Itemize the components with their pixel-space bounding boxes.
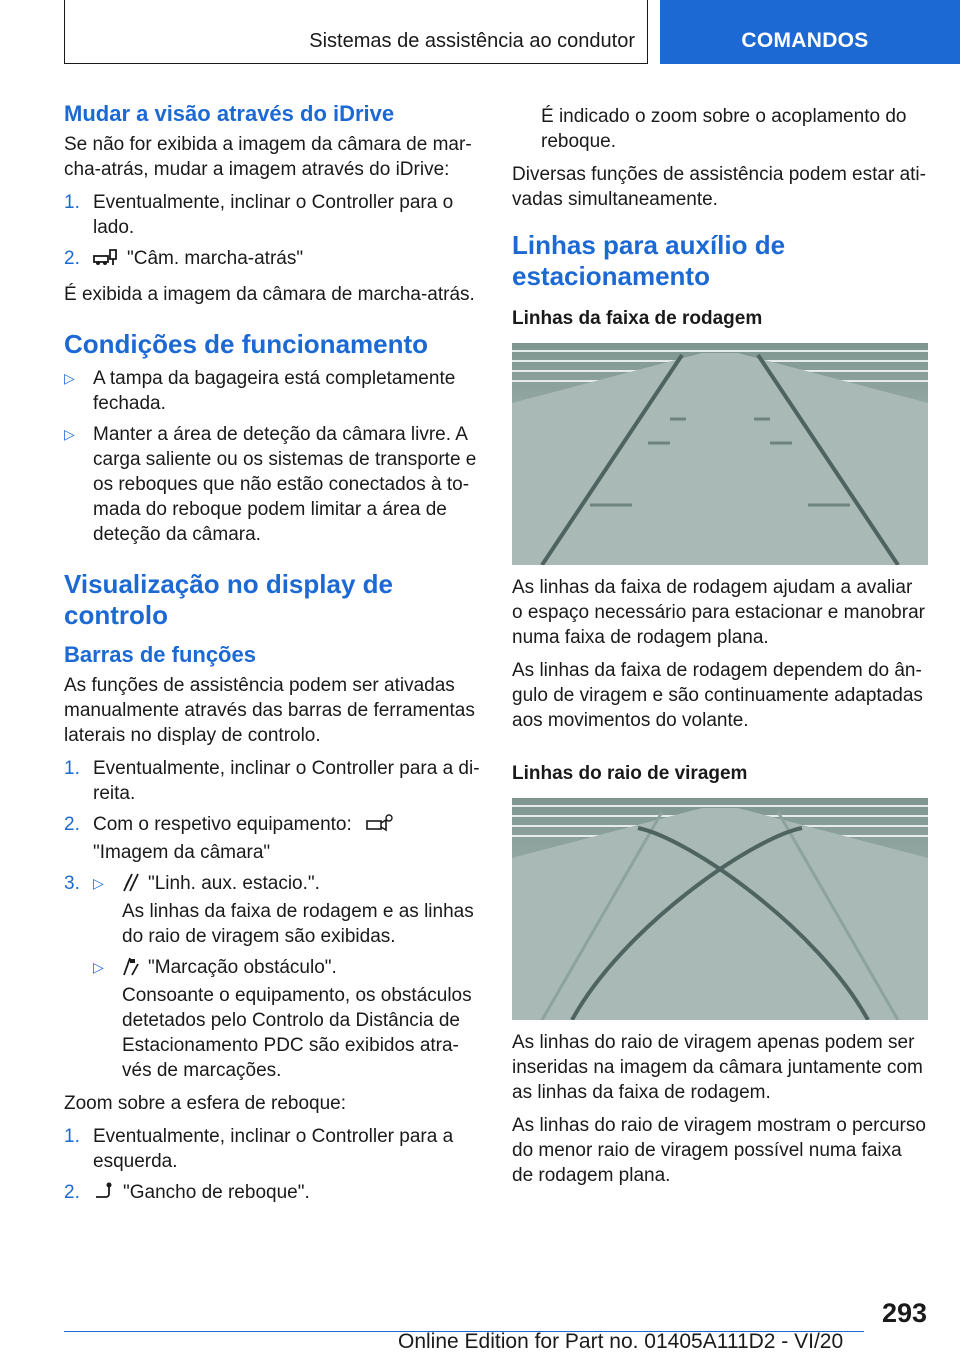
right-column [512, 104, 928, 1196]
section-title: Sistemas de assistência ao condutor [309, 30, 635, 52]
list-item [64, 422, 480, 547]
rear-camera-icon [93, 247, 119, 274]
paragraph: As linhas do raio de viragem mostram o percurso do menor raio de viragem possível numa faixa de rodagem plana. [512, 1115, 926, 1186]
numbered-list [64, 190, 480, 274]
list-item [64, 1124, 480, 1174]
bullet-triangle-icon: ▷ [93, 875, 104, 891]
chapter-tab[interactable] [660, 0, 960, 64]
heading-mudar-visao: Mudar a visão através do iDrive [64, 101, 395, 126]
step-text: "Linh. aux. estacio.". [148, 873, 320, 894]
camera-settings-icon [365, 813, 395, 840]
tow-hitch-icon [93, 1181, 115, 1208]
heading-linhas-faixa: Linhas da faixa de rodagem [512, 308, 763, 329]
list-item [64, 366, 480, 416]
paragraph: Se não for exibida a imagem da câmara de mar-cha-atrás, mudar a imagem através do iDrive: [64, 134, 472, 180]
header-frame [64, 0, 648, 64]
turning-radius-figure [512, 798, 928, 1020]
list-item [64, 756, 480, 806]
paragraph: As linhas da faixa de rodagem dependem do ân-gulo de viragem e são continuamente adaptadas aos movimentos do volante. [512, 660, 923, 731]
paragraph: Zoom sobre a esfera de reboque: [64, 1093, 347, 1114]
bullet-text: Manter a área de deteção da câmara livre. A carga saliente ou os sistemas de transporte e os reboques que não estão conectados à to-mada do reboque podem limitar a área de deteção da câmara. [93, 424, 477, 545]
step-text: "Câm. marcha-atrás" [127, 248, 304, 269]
footer-edition: Online Edition for Part no. 01405A111D2 - VI/20 [398, 1330, 844, 1353]
parking-lines-icon [122, 872, 140, 899]
sub-step-text: "Marcação obstáculo". [148, 957, 337, 978]
lane-lines-figure [512, 343, 928, 565]
bullet-triangle-icon: ▷ [64, 426, 75, 442]
heading-barras: Barras de funções [64, 642, 256, 667]
step-number: 1. [64, 1126, 80, 1147]
step-text: "Gancho de reboque". [123, 1182, 310, 1203]
heading-visualizacao: Visualização no display de controlo [64, 569, 393, 630]
step-text: Eventualmente, inclinar o Controller para a esquerda. [93, 1126, 454, 1172]
step-number: 2. [64, 814, 80, 835]
step-number: 1. [64, 192, 80, 213]
sub-step-desc: Consoante o equipamento, os obstáculos detetados pelo Controlo da Distância de Estacionamento PDC são exibidos atra-vés de marcações. [122, 985, 472, 1081]
paragraph: É indicado o zoom sobre o acoplamento do reboque. [541, 106, 907, 152]
list-item [64, 1180, 480, 1208]
paragraph: As linhas do raio de viragem apenas podem ser inseridas na imagem da câmara juntamente com as linhas da faixa de rodagem. [512, 1032, 923, 1103]
numbered-list [64, 1124, 480, 1208]
bullet-list [64, 366, 480, 547]
chapter-tab-label: COMANDOS [741, 29, 869, 52]
list-item [64, 812, 480, 865]
step-number: 2. [64, 248, 80, 269]
list-item [64, 246, 480, 274]
paragraph: As funções de assistência podem ser ativadas manualmente através das barras de ferramentas laterais no display de controlo. [64, 675, 475, 746]
step-text-2: "Imagem da câmara" [93, 842, 271, 863]
heading-condicoes: Condições de funcionamento [64, 329, 429, 359]
bullet-triangle-icon: ▷ [93, 959, 104, 975]
paragraph: As linhas da faixa de rodagem ajudam a avaliar o espaço necessário para estacionar e manobrar numa faixa de rodagem plana. [512, 577, 925, 648]
page-number: 293 [881, 1298, 927, 1328]
step-number: 2. [64, 1182, 80, 1203]
step-number: 1. [64, 758, 80, 779]
paragraph: Diversas funções de assistência podem estar ati-vadas simultaneamente. [512, 164, 926, 210]
bullet-text: A tampa da bagageira está completamente fechada. [93, 368, 456, 414]
step-text: Eventualmente, inclinar o Controller para a di-reita. [93, 758, 480, 804]
bullet-triangle-icon: ▷ [64, 370, 75, 386]
left-column [64, 100, 480, 1216]
step-text-2: As linhas da faixa de rodagem e as linhas do raio de viragem são exibidas. [122, 901, 474, 947]
step-text: Eventualmente, inclinar o Controller para o lado. [93, 192, 454, 238]
paragraph: É exibida a imagem da câmara de marcha-atrás. [64, 284, 475, 305]
list-item [64, 871, 480, 949]
list-item [64, 190, 480, 240]
obstacle-marking-icon [122, 956, 140, 983]
list-item [93, 955, 480, 1083]
step-number: 3. [64, 873, 80, 894]
heading-raio-viragem: Linhas do raio de viragem [512, 763, 748, 784]
heading-linhas-auxilio: Linhas para auxílio de estacionamento [512, 230, 786, 291]
step-text: Com o respetivo equipamento: [93, 814, 352, 835]
numbered-list [64, 756, 480, 1083]
